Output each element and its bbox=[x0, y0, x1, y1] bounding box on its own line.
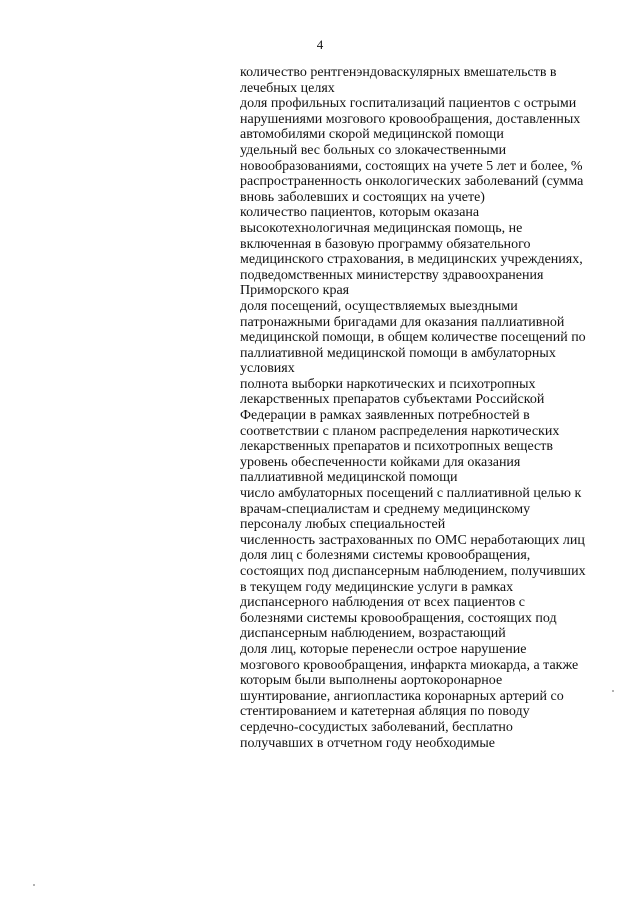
indicator-text-line: персоналу любых специальностей bbox=[240, 517, 446, 533]
indicator-text-line: Приморского края bbox=[240, 283, 350, 299]
indicator-text-line: доля профильных госпитализаций пациентов с острыми bbox=[240, 96, 577, 112]
indicator-text-line: доля посещений, осуществляемых выездными bbox=[240, 298, 518, 314]
indicator-text-line: шунтирование, ангиопластика коронарных артерий со bbox=[240, 688, 564, 704]
indicator-text-line: врачам-специалистам и среднему медицинскому bbox=[240, 501, 531, 517]
indicator-text-line: удельный вес больных со злокачественными bbox=[240, 142, 507, 158]
indicator-text-line: лечебных целях bbox=[240, 80, 335, 96]
indicator-text-line: получавших в отчетном году необходимые bbox=[240, 735, 496, 751]
indicator-text-line: сердечно-сосудистых заболеваний, бесплатно bbox=[240, 719, 513, 735]
indicator-text-line: диспансерного наблюдения от всех пациентов с bbox=[240, 595, 526, 611]
indicator-text-line: высокотехнологичная медицинская помощь, не bbox=[240, 220, 523, 236]
indicator-text-line: лекарственных препаратов и психотропных веществ bbox=[240, 439, 553, 455]
indicator-text-line: вновь заболевших и состоящих на учете) bbox=[240, 189, 485, 205]
page-number: 4 bbox=[316, 37, 324, 52]
indicator-text-line: медицинского страхования, в медицинских учреждениях, bbox=[240, 252, 583, 268]
indicator-text-line: паллиативной медицинской помощи в амбулаторных bbox=[240, 345, 556, 361]
indicator-text-line: условиях bbox=[240, 361, 295, 377]
indicator-text-line: мозгового кровообращения, инфаркта миокарда, а также bbox=[240, 657, 579, 673]
indicator-text-line: диспансерным наблюдением, возрастающий bbox=[240, 626, 506, 642]
indicator-item bbox=[240, 377, 632, 455]
indicator-text-line: численность застрахованных по ОМС неработающих лиц bbox=[240, 532, 585, 548]
indicator-text-line: состоящих под диспансерным наблюдением, получивших bbox=[240, 564, 586, 579]
indicator-text-line: автомобилями скорой медицинской помощи bbox=[240, 127, 504, 143]
indicator-text-line: медицинской помощи, в общем количестве посещений по bbox=[240, 330, 586, 346]
indicator-text-line: включенная в базовую программу обязательного bbox=[240, 236, 531, 252]
indicator-item bbox=[240, 299, 632, 377]
scan-artifact-dot bbox=[612, 690, 614, 692]
indicator-text-line: патронажными бригадами для оказания паллиативной bbox=[240, 314, 565, 330]
indicator-text-line: лекарственных препаратов субъектами Российской bbox=[240, 392, 545, 408]
indicator-text-line: Федерации в рамках заявленных потребностей в bbox=[240, 408, 530, 424]
indicator-text-line: стентированием и катетерная абляция по поводу bbox=[240, 704, 530, 720]
indicator-text-line: которым были выполнены аортокоронарное bbox=[240, 673, 503, 689]
indicator-text-line: соответствии с планом распределения наркотических bbox=[240, 423, 560, 439]
indicator-text-line: распространенность онкологических заболеваний (сумма bbox=[240, 174, 584, 190]
indicator-item bbox=[240, 65, 632, 96]
indicator-text-line: число амбулаторных посещений с паллиативной целью к bbox=[240, 486, 582, 502]
indicator-text-line: полнота выборки наркотических и психотропных bbox=[240, 376, 536, 392]
indicator-item bbox=[240, 143, 632, 174]
indicator-item bbox=[240, 96, 632, 143]
indicator-text-line: в текущем году медицинские услуги в рамках bbox=[240, 579, 514, 595]
indicator-text-line: новообразованиями, состоящих на учете 5 лет и более, % bbox=[240, 158, 583, 174]
indicator-item bbox=[240, 486, 632, 533]
scan-artifact-dot bbox=[33, 884, 35, 886]
indicator-text-line: уровень обеспеченности койками для оказания bbox=[240, 454, 521, 470]
indicator-text-line: паллиативной медицинской помощи bbox=[240, 470, 458, 486]
indicator-text-line: нарушениями мозгового кровообращения, доставленных bbox=[240, 111, 581, 127]
indicator-item bbox=[240, 205, 632, 299]
indicator-item bbox=[240, 642, 632, 751]
indicator-text-line: количество рентгенэндоваскулярных вмешательств в bbox=[240, 65, 557, 80]
indicator-text-line: болезнями системы кровообращения, состоящих под bbox=[240, 610, 557, 626]
indicator-item bbox=[240, 455, 632, 486]
indicator-item bbox=[240, 174, 632, 205]
indicator-item bbox=[240, 548, 632, 642]
indicator-list bbox=[240, 65, 632, 751]
indicator-text-line: подведомственных министерству здравоохранения bbox=[240, 267, 544, 283]
indicator-item bbox=[240, 533, 632, 549]
indicator-text-line: доля лиц с болезнями системы кровообращения, bbox=[240, 548, 531, 564]
indicator-text-line: доля лиц, которые перенесли острое нарушение bbox=[240, 641, 527, 657]
indicator-text-line: количество пациентов, которым оказана bbox=[240, 205, 480, 221]
